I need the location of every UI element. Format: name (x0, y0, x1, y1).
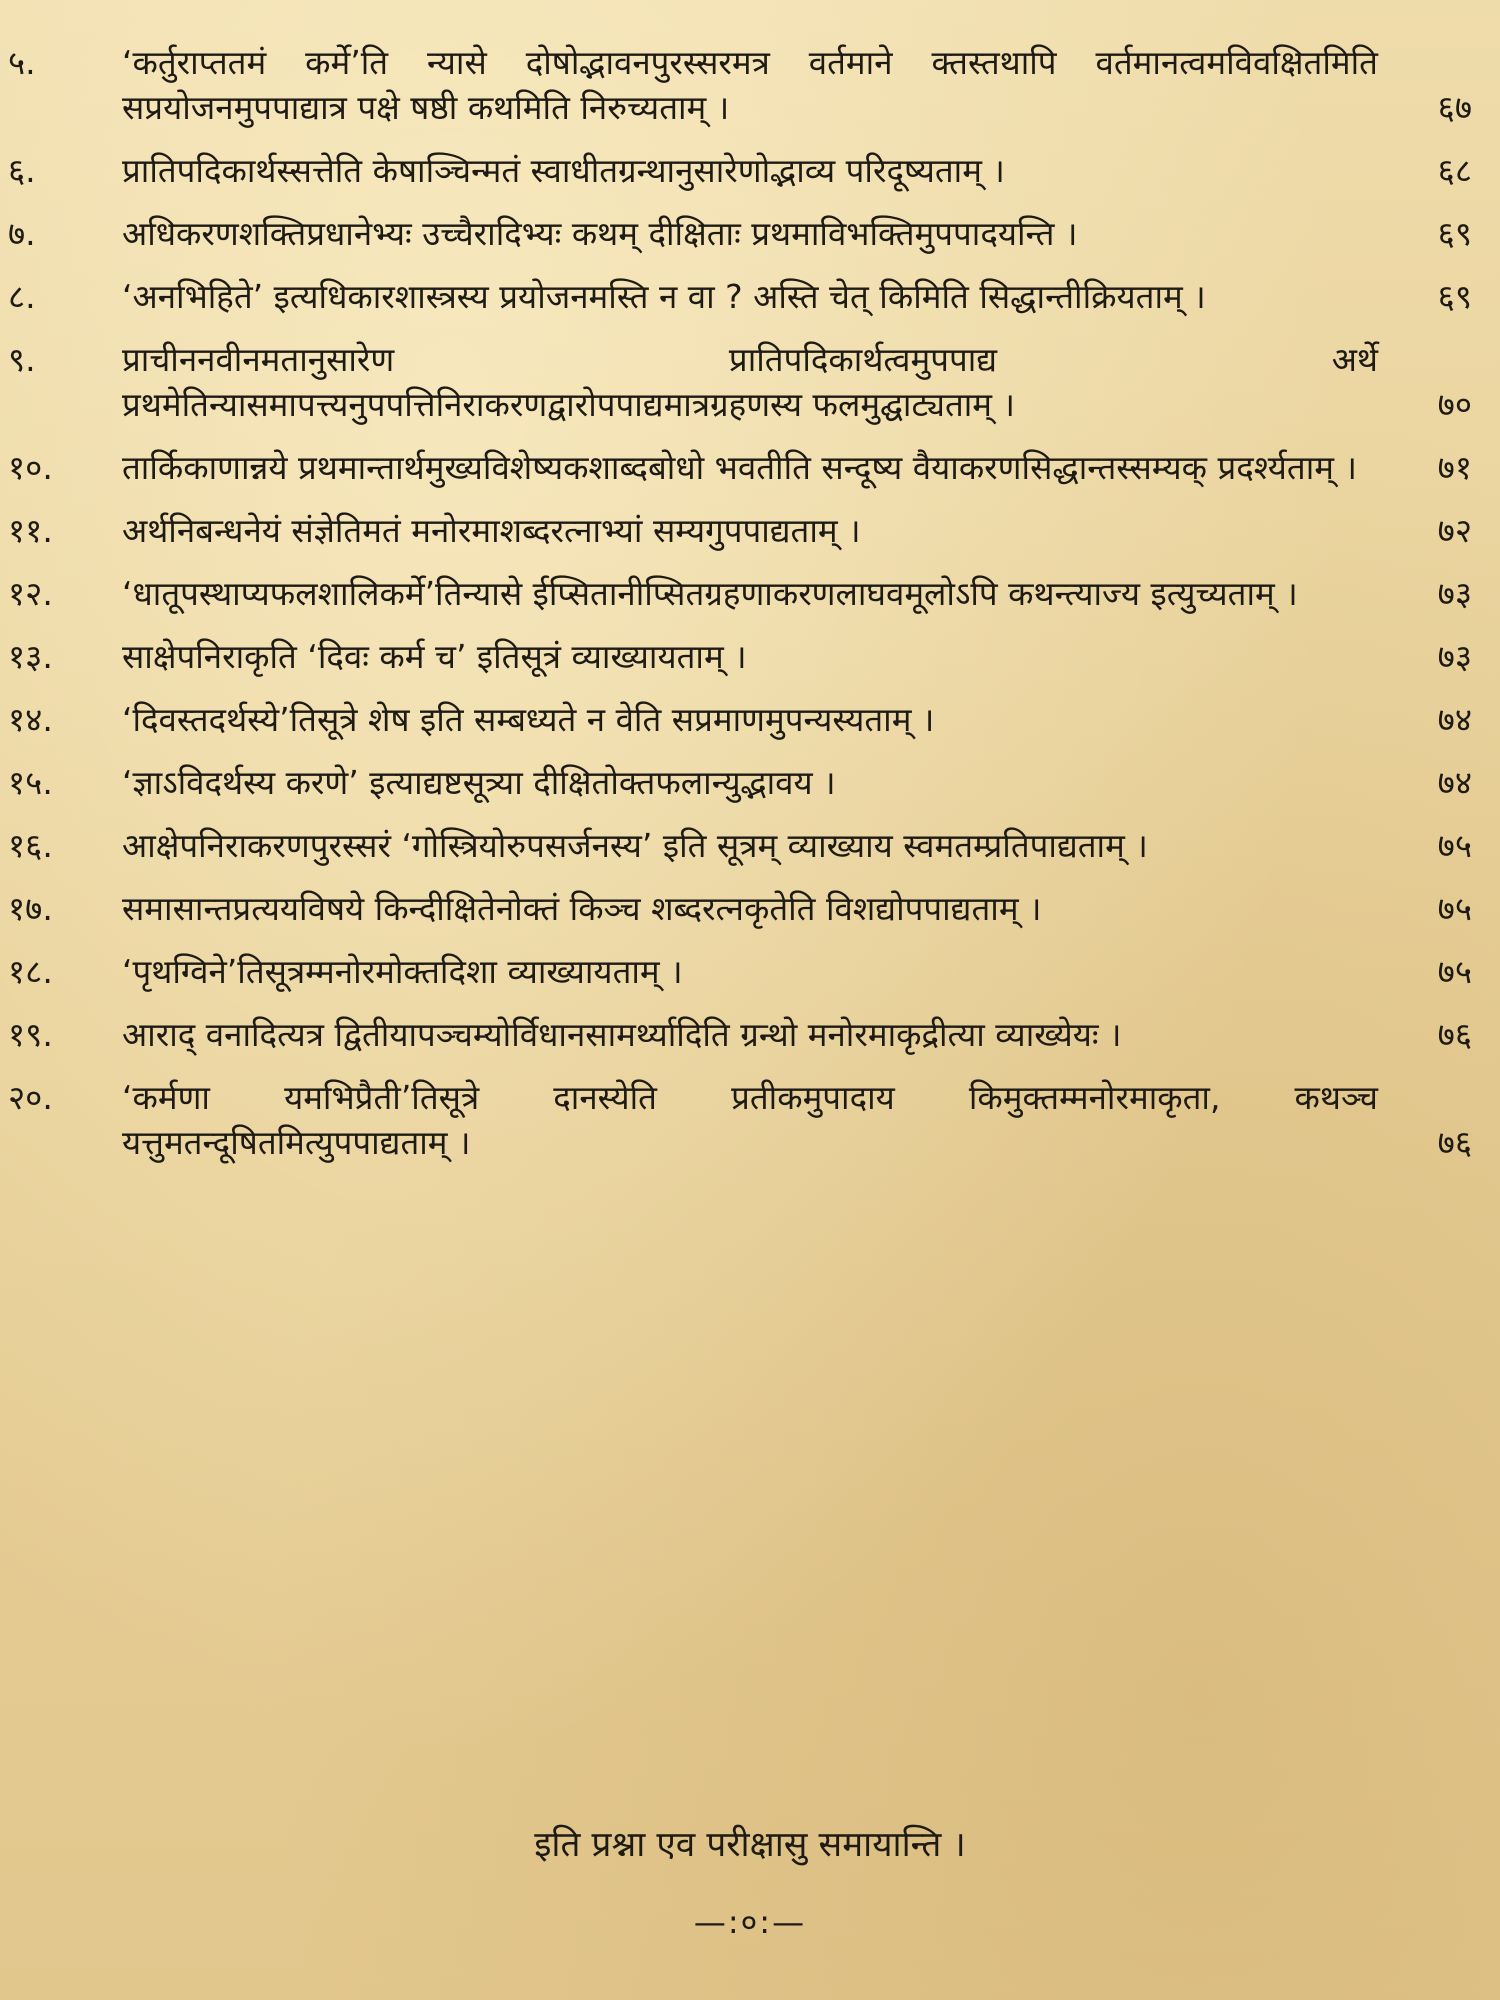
page-reference: ७५ (1437, 952, 1472, 991)
question-item (0, 571, 1500, 616)
question-text: ‘ज्ञाऽविदर्थस्य करणे’ इत्याद्यष्टसूत्र्या दीक्षितोक्तफलान्युद्भावय । (122, 763, 836, 802)
question-number: ७. (8, 214, 36, 253)
page-reference: ६९ (1437, 214, 1472, 253)
question-text: ‘धातूपस्थाप्यफलशालिकर्मे’तिन्यासे ईप्सितानीप्सितग्रहणाकरणलाघवमूलोऽपि कथन्त्याज्य इत्युच्यताम् । (122, 574, 1298, 613)
question-number: १६. (8, 826, 53, 865)
question-number: १९. (8, 1015, 53, 1054)
end-ornament: —:०:— (693, 1903, 807, 1941)
question-item (0, 148, 1500, 193)
question-number: १५. (8, 763, 53, 802)
page-reference: ७१ (1437, 448, 1472, 487)
question-item (0, 337, 1500, 427)
page-reference: ७४ (1437, 700, 1472, 739)
question-text: ‘पृथग्विने’तिसूत्रम्मनोरमोक्तदिशा व्याख्यायताम् । (122, 952, 683, 991)
question-text: ‘कर्मणा यमभिप्रैती’तिसूत्रे दानस्येति प्रतीकमुपादाय किमुक्तम्मनोरमाकृता, कथञ्च यत्तुमतन्दूषितमित्युपपाद्यताम् । (122, 1078, 1378, 1162)
closing-line: इति प्रश्ना एव परीक्षासु समायान्ति । (534, 1825, 966, 1865)
question-item (0, 1075, 1500, 1165)
question-text: अधिकरणशक्तिप्रधानेभ्यः उच्चैरादिभ्यः कथम् दीक्षिताः प्रथमाविभक्तिमुपपादयन्ति । (122, 214, 1078, 253)
question-text: समासान्तप्रत्ययविषये किन्दीक्षितेनोक्तं किञ्च शब्दरत्नकृतेति विशद्योपपाद्यताम् । (122, 889, 1042, 928)
question-list (0, 40, 1500, 1183)
question-item (0, 634, 1500, 679)
page-reference: ७६ (1437, 1015, 1472, 1054)
question-item (0, 823, 1500, 868)
question-item (0, 949, 1500, 994)
question-number: ५. (8, 43, 36, 82)
question-text: प्रातिपदिकार्थस्सत्तेति केषाञ्चिन्मतं स्वाधीतग्रन्थानुसारेणोद्भाव्य परिदूष्यताम् । (122, 151, 1005, 190)
question-item (0, 40, 1500, 130)
question-number: ११. (8, 511, 53, 550)
question-item (0, 760, 1500, 805)
page-reference: ७६ (1437, 1123, 1472, 1162)
question-number: १७. (8, 889, 53, 928)
page-reference: ७४ (1437, 763, 1472, 802)
question-text: अर्थनिबन्धनेयं संज्ञेतिमतं मनोरमाशब्दरत्नाभ्यां सम्यगुपपाद्यताम् । (122, 511, 861, 550)
page-reference: ७२ (1437, 511, 1472, 550)
page-reference: ६८ (1437, 151, 1472, 190)
question-number: १८. (8, 952, 53, 991)
question-item (0, 445, 1500, 490)
question-text: आक्षेपनिराकरणपुरस्सरं ‘गोस्त्रियोरुपसर्जनस्य’ इति सूत्रम् व्याख्याय स्वमतम्प्रतिपाद्यताम् । (122, 826, 1148, 865)
question-number: १०. (8, 448, 53, 487)
question-number: १३. (8, 637, 53, 676)
question-text: ‘दिवस्तदर्थस्ये’तिसूत्रे शेष इति सम्बध्यते न वेति सप्रमाणमुपन्यस्यताम् । (122, 700, 935, 739)
question-item (0, 886, 1500, 931)
page-reference: ६७ (1437, 88, 1472, 127)
question-number: ८. (8, 277, 36, 316)
question-text: साक्षेपनिराकृति ‘दिवः कर्म च’ इतिसूत्रं व्याख्यायताम् । (122, 637, 747, 676)
question-number: १४. (8, 700, 53, 739)
question-text: ‘अनभिहिते’ इत्यधिकारशास्त्रस्य प्रयोजनमस्ति न वा ? अस्ति चेत् किमिति सिद्धान्तीक्रियताम् । (122, 277, 1206, 316)
page-reference: ७३ (1437, 574, 1472, 613)
question-number: १२. (8, 574, 53, 613)
page-reference: ७३ (1437, 637, 1472, 676)
question-number: ६. (8, 151, 36, 190)
page-reference: ६९ (1437, 277, 1472, 316)
question-number: २०. (8, 1078, 53, 1117)
question-item (0, 211, 1500, 256)
page-reference: ७५ (1437, 889, 1472, 928)
question-text: आराद् वनादित्यत्र द्वितीयापञ्चम्योर्विधानसामर्थ्यादिति ग्रन्थो मनोरमाकृद्रीत्या व्याख्येयः । (122, 1015, 1122, 1054)
question-item (0, 274, 1500, 319)
question-text: ‘कर्तुराप्ततमं कर्मे’ति न्यासे दोषोद्भावनपुरस्सरमत्र वर्तमाने क्तस्तथापि वर्तमानत्वमविवक्षितमिति सप्रयोजनमुपपाद्यात्र पक्षे षष्ठी कथमिति निरुच्यताम् । (122, 43, 1378, 127)
question-item (0, 1012, 1500, 1057)
question-item (0, 697, 1500, 742)
page-reference: ७५ (1437, 826, 1472, 865)
page-reference: ७० (1437, 385, 1472, 424)
question-number: ९. (8, 340, 36, 379)
question-text: तार्किकाणान्नये प्रथमान्तार्थमुख्यविशेष्यकशाब्दबोधो भवतीति सन्दूष्य वैयाकरणसिद्धान्तस्सम्यक् प्रदर्श्यताम् । (122, 448, 1357, 487)
question-text: प्राचीननवीनमतानुसारेण प्रातिपदिकार्थत्वमुपपाद्य अर्थे प्रथमेतिन्यासमापत्त्यनुपपत्तिनिराकरणद्वारोपपाद्यमात्रग्रहणस्य फलमुद्घाट्यताम् । (122, 340, 1378, 424)
question-item (0, 508, 1500, 553)
